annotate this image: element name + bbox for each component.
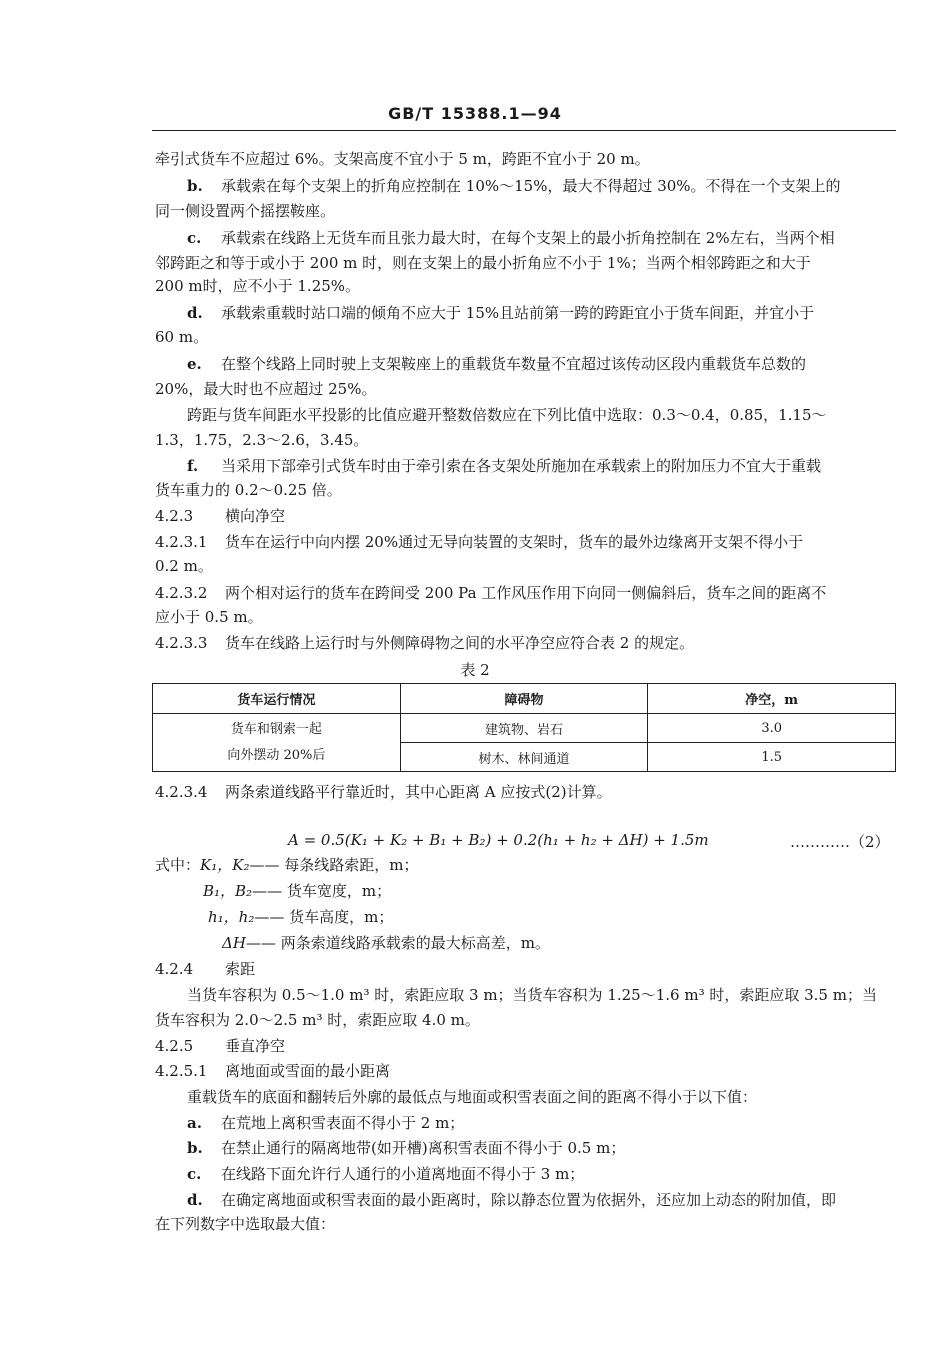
section-title: 横向净空 xyxy=(225,507,286,525)
clause-text: 货车在线路上运行时与外侧障碍物之间的水平净空应符合表 2 的规定。 xyxy=(225,634,695,652)
section-number: 4.2.3.2 xyxy=(155,584,208,602)
paragraph-line: 牵引式货车不应超过 6%。支架高度不宜小于 5 m，跨距不宜小于 20 m。 xyxy=(155,150,650,168)
section-number: 4.2.3.1 xyxy=(155,533,208,551)
item-e xyxy=(187,355,896,373)
clause-text: 两条索道线路平行靠近时，其中心距离 A 应按式(2)计算。 xyxy=(225,783,612,801)
paragraph-line: 货车容积为 2.0～2.5 m³ 时，索距应取 4.0 m。 xyxy=(155,1011,480,1029)
table-row xyxy=(153,714,896,743)
table-header-cell: 货车运行情况 xyxy=(153,684,401,714)
section-title: 索距 xyxy=(225,960,256,978)
clause-4-2-3-1 xyxy=(155,533,896,551)
table-caption: 表 2 xyxy=(460,661,490,679)
def-symbol: ΔH xyxy=(222,934,246,952)
table-header-row xyxy=(153,684,896,714)
table-header-cell: 障碍物 xyxy=(400,684,648,714)
formula-def xyxy=(208,908,393,926)
formula-def xyxy=(222,934,550,952)
def-text: —— 两条索道线路承载索的最大标高差，m。 xyxy=(245,934,550,952)
clearance-table xyxy=(152,683,896,772)
section-title: 离地面或雪面的最小距离 xyxy=(225,1062,391,1080)
paragraph-line: 当货车容积为 0.5～1.0 m³ 时，索距应取 3 m；当货车容积为 1.25～1.6 m³ 时，索距应取 3.5 m；当 xyxy=(187,986,877,1004)
item-b xyxy=(187,1139,896,1157)
section-number: 4.2.3 xyxy=(155,507,194,525)
item-text: 承载索在每个支架上的折角应控制在 10%～15%，最大不得超过 30%。不得在一个支架上的 xyxy=(221,177,841,195)
formula-number: …………（2） xyxy=(790,833,890,851)
item-text: 在确定离地面或积雪表面的最小距离时，除以静态位置为依据外，还应加上动态的附加值，即 xyxy=(221,1191,837,1209)
section-heading-4-2-5 xyxy=(155,1037,896,1055)
paragraph-line: 1.3，1.75，2.3～2.6，3.45。 xyxy=(155,431,369,449)
paragraph-line: 0.2 m。 xyxy=(155,557,213,575)
table-cell-clearance: 3.0 xyxy=(648,714,896,743)
item-label: d. xyxy=(187,304,203,322)
item-d xyxy=(187,304,896,322)
paragraph-line: 20%，最大时也不应超过 25%。 xyxy=(155,380,377,398)
item-text: 承载索重载时站口端的倾角不应大于 15%且站前第一跨的跨距宜小于货车间距，并宜小于 xyxy=(221,304,815,322)
paragraph-line: 200 m时，应不小于 1.25%。 xyxy=(155,277,361,295)
item-text: 在禁止通行的隔离地带(如开槽)离积雪表面不得小于 0.5 m； xyxy=(221,1139,626,1157)
item-text: 承载索在线路上无货车而且张力最大时，在每个支架上的最小折角控制在 2%左右，当两个相 xyxy=(221,229,835,247)
table-cell-obstacle: 建筑物、岩石 xyxy=(400,714,648,743)
item-text: 在线路下面允许行人通行的小道离地面不得小于 3 m； xyxy=(221,1165,585,1183)
item-label: c. xyxy=(187,1165,202,1183)
clause-text: 货车在运行中向内摆 20%通过无导向装置的支架时，货车的最外边缘离开支架不得小于 xyxy=(225,533,804,551)
section-number: 4.2.5 xyxy=(155,1037,194,1055)
item-label: e. xyxy=(187,355,202,373)
item-label: c. xyxy=(187,229,202,247)
item-label: b. xyxy=(187,1139,203,1157)
formula-def xyxy=(155,856,418,874)
item-c xyxy=(187,1165,896,1183)
clause-4-2-3-3 xyxy=(155,634,896,652)
paragraph-line: 货车重力的 0.2～0.25 倍。 xyxy=(155,481,342,499)
paragraph-line: 同一侧设置两个摇摆鞍座。 xyxy=(155,202,336,220)
where-label: 式中： xyxy=(155,856,201,874)
item-label: b. xyxy=(187,177,203,195)
table-cell-clearance: 1.5 xyxy=(648,743,896,772)
condition-line: 货车和钢索一起 xyxy=(230,721,322,737)
item-d xyxy=(187,1191,896,1209)
section-number: 4.2.5.1 xyxy=(155,1062,208,1080)
item-text: 当采用下部牵引式货车时由于牵引索在各支架处所施加在承载索上的附加压力不宜大于重载 xyxy=(221,457,822,475)
section-heading-4-2-3 xyxy=(155,507,896,525)
item-c xyxy=(187,229,896,247)
clause-4-2-3-2 xyxy=(155,584,896,602)
item-text: 在荒地上离积雪表面不得小于 2 m； xyxy=(221,1114,465,1132)
section-number: 4.2.4 xyxy=(155,960,194,978)
item-a xyxy=(187,1114,896,1132)
page-header: GB/T 15388.1—94 xyxy=(388,104,562,123)
paragraph-line: 跨距与货车间距水平投影的比值应避开整数倍数应在下列比值中选取：0.3～0.4，0.85，1.15～ xyxy=(187,406,827,424)
section-title: 垂直净空 xyxy=(225,1037,286,1055)
def-text: —— 每条线路索距，m； xyxy=(249,856,419,874)
item-label: d. xyxy=(187,1191,203,1209)
table-header-cell: 净空，m xyxy=(648,684,896,714)
def-symbol: K₁，K₂ xyxy=(200,856,250,874)
paragraph-line: 60 m。 xyxy=(155,328,209,346)
paragraph-line: 在下列数字中选取最大值： xyxy=(155,1215,336,1233)
section-heading-4-2-4 xyxy=(155,960,896,978)
def-text: —— 货车宽度，m； xyxy=(252,882,392,900)
paragraph-line: 应小于 0.5 m。 xyxy=(155,608,263,626)
item-b xyxy=(187,177,896,195)
item-text: 在整个线路上同时驶上支架鞍座上的重载货车数量不宜超过该传动区段内重载货车总数的 xyxy=(221,355,807,373)
header-rule xyxy=(152,130,896,131)
paragraph-line: 邻跨距之和等于或小于 200 m 时，则在支架上的最小折角应不小于 1%；当两个相邻跨距之和大于 xyxy=(155,254,811,272)
item-f xyxy=(187,457,896,475)
table-cell-condition xyxy=(153,714,401,772)
formula-def xyxy=(203,882,391,900)
def-symbol: h₁，h₂ xyxy=(208,908,255,926)
section-number: 4.2.3.4 xyxy=(155,783,208,801)
item-label: f. xyxy=(187,457,199,475)
condition-line: 向外摆动 20%后 xyxy=(227,747,326,763)
paragraph-line: 重载货车的底面和翻转后外廓的最低点与地面或积雪表面之间的距离不得小于以下值： xyxy=(187,1088,758,1106)
section-number: 4.2.3.3 xyxy=(155,634,208,652)
def-text: —— 货车高度，m； xyxy=(254,908,394,926)
formula-expression: A = 0.5(K₁ + K₂ + B₁ + B₂) + 0.2(h₁ + h₂ + ΔH) + 1.5m xyxy=(288,831,709,849)
section-heading-4-2-5-1 xyxy=(155,1062,896,1080)
clause-text: 两个相对运行的货车在跨间受 200 Pa 工作风压作用下向同一侧偏斜后，货车之间的距离不 xyxy=(225,584,827,602)
table-cell-obstacle: 树木、林间通道 xyxy=(400,743,648,772)
def-symbol: B₁，B₂ xyxy=(203,882,253,900)
item-label: a. xyxy=(187,1114,202,1132)
clause-4-2-3-4 xyxy=(155,783,896,801)
